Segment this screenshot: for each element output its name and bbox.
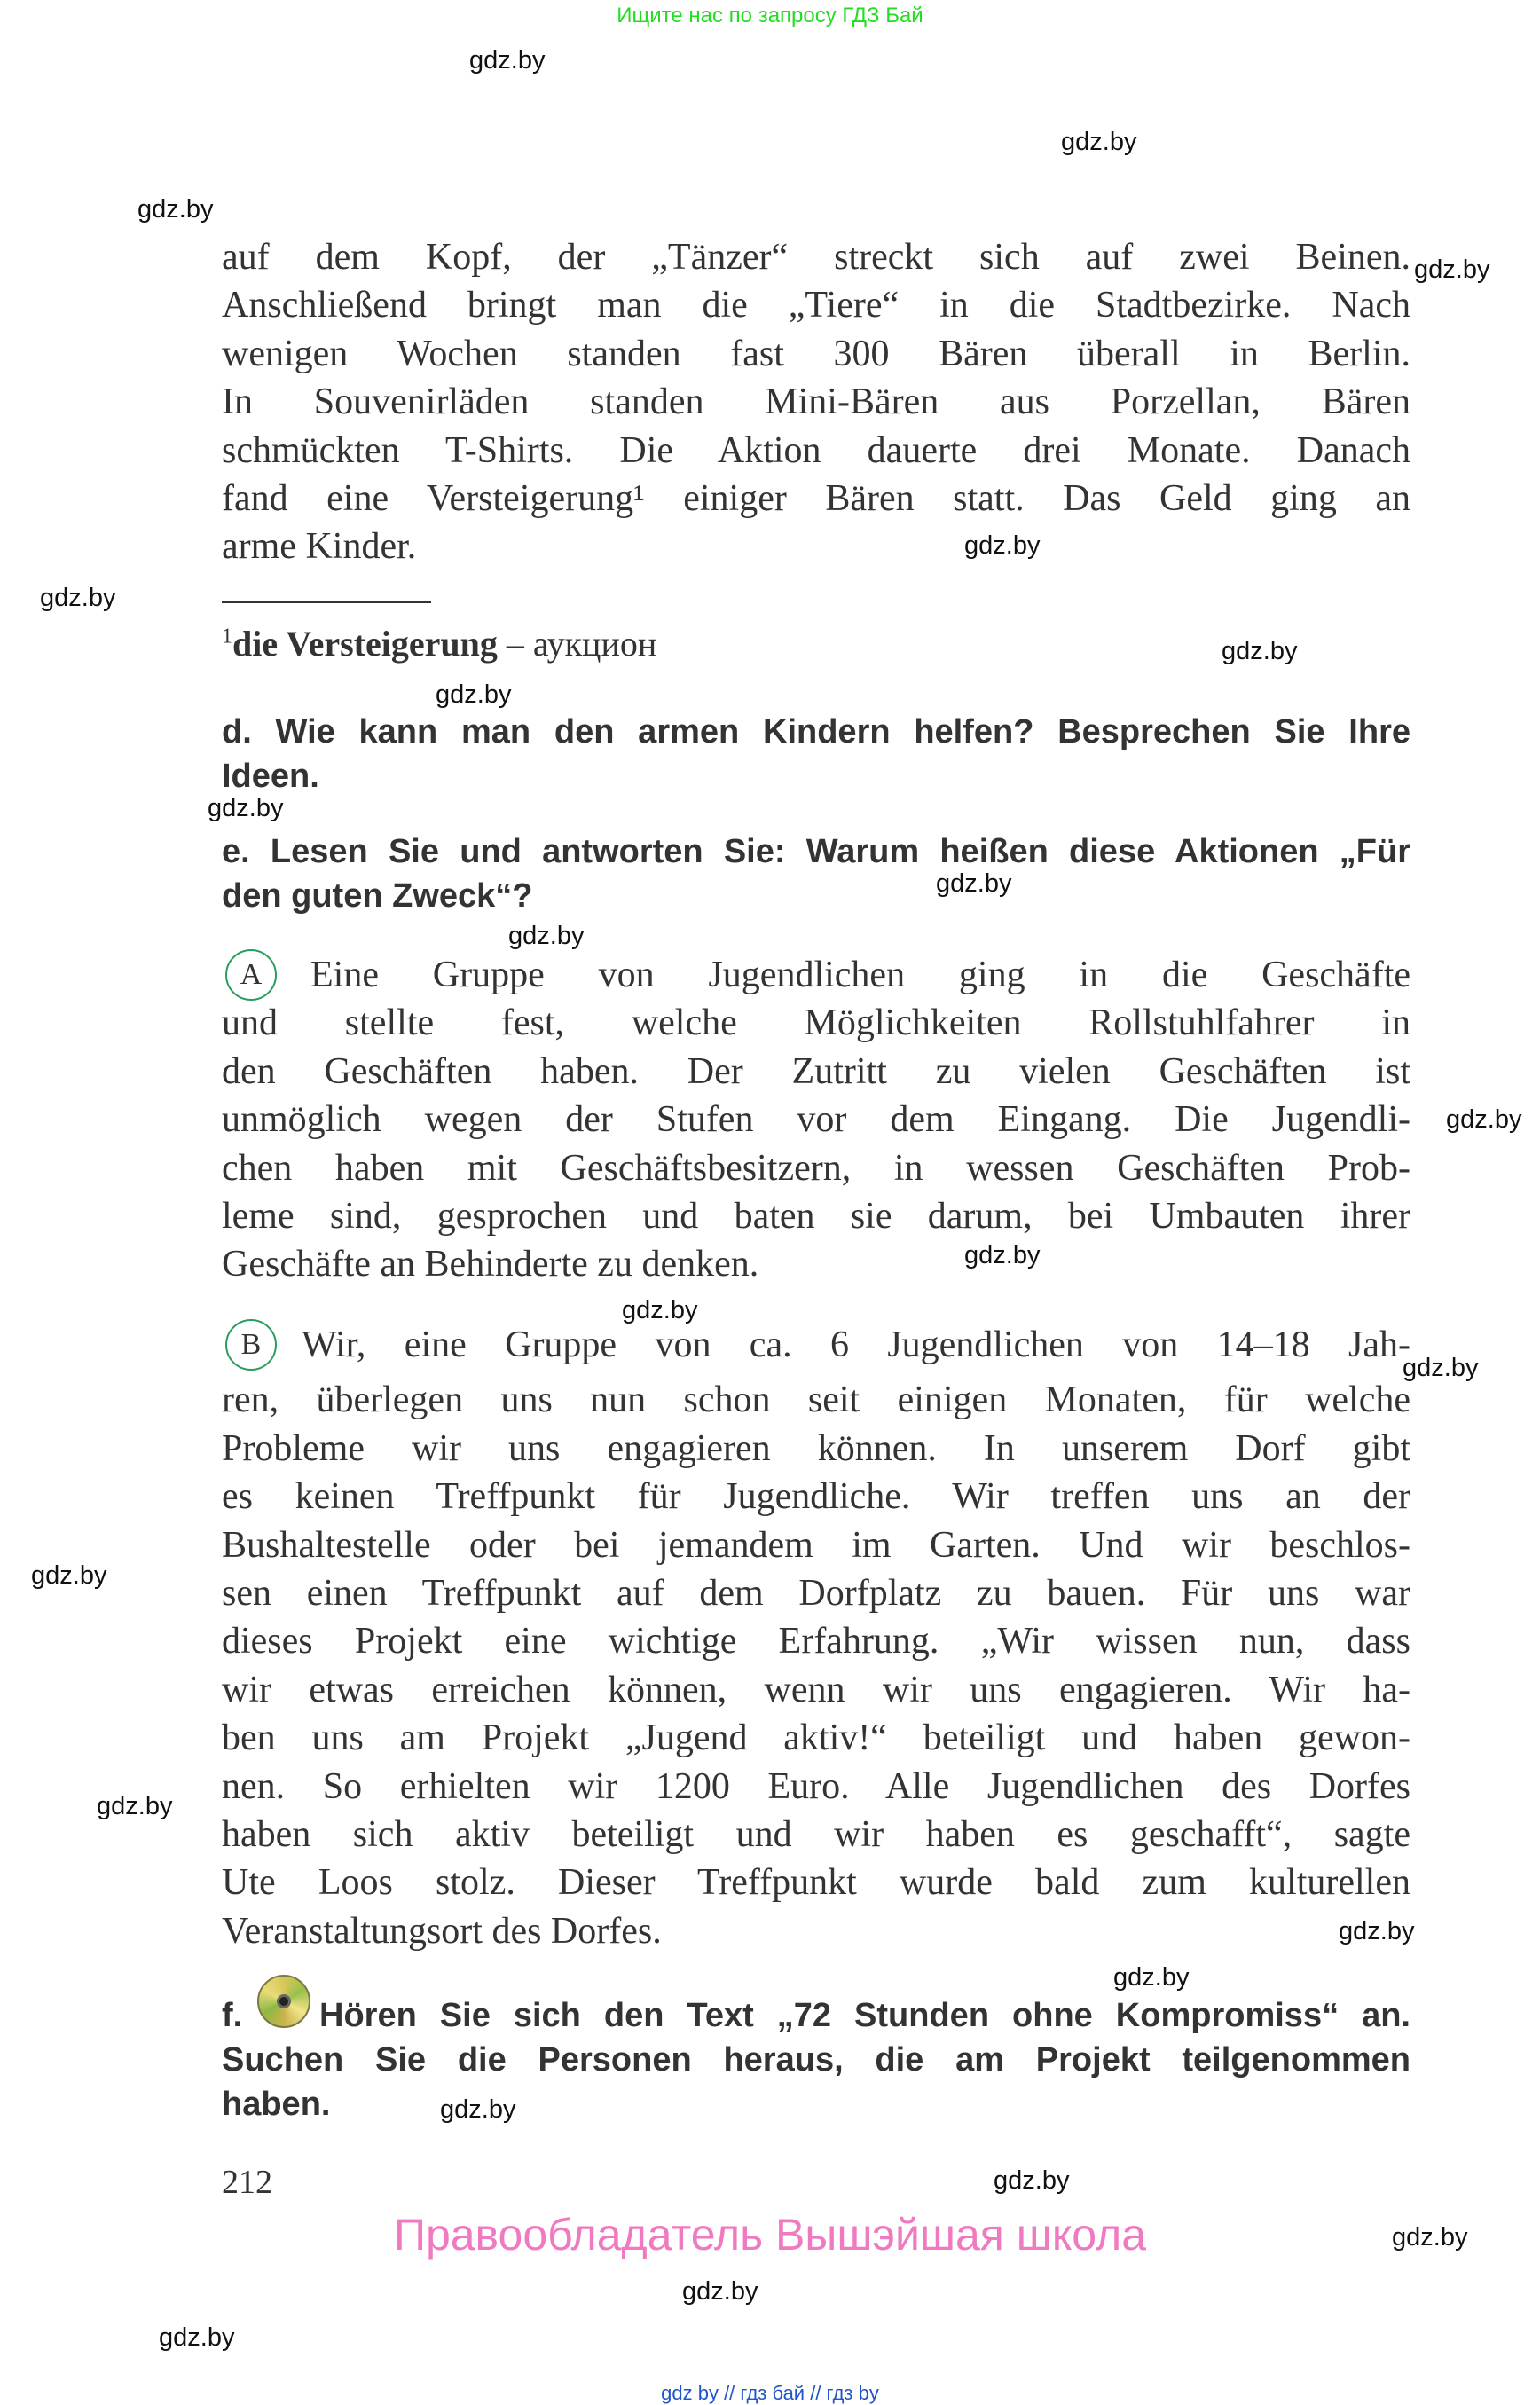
- watermark: gdz.by: [936, 869, 1012, 898]
- footnote-translation: – аукцион: [497, 624, 657, 664]
- watermark: gdz.by: [159, 2323, 235, 2352]
- copyright-notice: Правообладатель Вышэйшая школа: [394, 2210, 1146, 2260]
- watermark: gdz.by: [436, 680, 512, 709]
- watermark: gdz.by: [40, 584, 116, 612]
- watermark: gdz.by: [97, 1792, 173, 1820]
- text-line: Hören Sie sich den Text „72 Stunden ohne Kompromiss“ an.: [319, 1997, 1410, 2034]
- text-line: Ute Loos stolz. Dieser Treffpunkt wurde bald zum kulturellen: [222, 1862, 1410, 1904]
- footnote-divider: [222, 601, 431, 603]
- watermark: gdz.by: [1392, 2223, 1468, 2252]
- text-a-badge: A: [225, 949, 277, 1001]
- text-line: auf dem Kopf, der „Tänzer“ streckt sich auf zwei Beinen.: [222, 237, 1410, 278]
- text-line: es keinen Treffpunkt für Jugendliche. Wir treffen uns an der: [222, 1476, 1410, 1518]
- text-line: Geschäfte an Behinderte zu denken.: [222, 1244, 759, 1285]
- footnote-marker: 1: [222, 625, 232, 648]
- footnote-term: die Versteigerung: [232, 624, 498, 664]
- text-line: dieses Projekt eine wichtige Erfahrung. „Wir wissen nun, dass: [222, 1621, 1410, 1662]
- watermark: gdz.by: [31, 1561, 107, 1590]
- text-line: Suchen Sie die Personen heraus, die am Projekt teilgenommen: [222, 2041, 1410, 2079]
- text-line: schmückten T-Shirts. Die Aktion dauerte drei Monate. Danach: [222, 429, 1410, 471]
- watermark: gdz.by: [508, 922, 585, 950]
- text-line: arme Kinder.: [222, 526, 417, 568]
- text-line: Eine Gruppe von Jugendlichen ging in die Geschäfte: [310, 955, 1410, 995]
- text-line: Anschließend bringt man die „Tiere“ in die Stadtbezirke. Nach: [222, 285, 1410, 326]
- watermark: gdz.by: [208, 794, 284, 822]
- text-b-paragraph: [222, 1321, 1410, 1955]
- task-e-heading: [222, 829, 1410, 918]
- text-line: Ideen.: [222, 758, 319, 795]
- text-line: In Souvenirläden standen Mini-Bären aus Porzellan, Bären: [222, 381, 1410, 423]
- watermark: gdz.by: [1113, 1963, 1190, 1992]
- text-line: chen haben mit Geschäftsbesitzern, in wessen Geschäften Prob-: [222, 1147, 1410, 1189]
- watermark: gdz.by: [1339, 1917, 1415, 1945]
- watermark: gdz.by: [469, 46, 546, 75]
- text-a-paragraph: [222, 951, 1410, 1289]
- footer-links[interactable]: gdz by // гдз бай // гдз by: [661, 2382, 879, 2404]
- text-line: und stellte fest, welche Möglichkeiten Rollstuhlfahrer in: [222, 1002, 1410, 1044]
- task-d-heading: [222, 710, 1410, 798]
- watermark: gdz.by: [1061, 128, 1137, 156]
- text-line: wenigen Wochen standen fast 300 Bären überall in Berlin.: [222, 333, 1410, 374]
- text-line: sen einen Treffpunkt auf dem Dorfplatz zu bauen. Für uns war: [222, 1572, 1410, 1614]
- text-line: Bushaltestelle oder bei jemandem im Garten. Und wir beschlos-: [222, 1524, 1410, 1566]
- text-line: wir etwas erreichen können, wenn wir uns engagieren. Wir ha-: [222, 1669, 1410, 1710]
- watermark: gdz.by: [964, 1241, 1041, 1269]
- header-note[interactable]: Ищите нас по запросу ГДЗ Бай: [617, 4, 923, 28]
- watermark: gdz.by: [440, 2095, 516, 2124]
- text-line: haben sich aktiv beteiligt und wir haben es geschafft“, sagte: [222, 1813, 1410, 1855]
- text-line: haben.: [222, 2086, 331, 2123]
- text-line: leme sind, gesprochen und baten sie darum, bei Umbauten ihrer: [222, 1195, 1410, 1237]
- watermark: gdz.by: [682, 2277, 758, 2306]
- watermark: gdz.by: [1222, 637, 1298, 665]
- watermark: gdz.by: [138, 195, 214, 224]
- text-line: ren, überlegen uns nun schon seit einigen Monaten, für welche: [222, 1379, 1410, 1421]
- text-b-badge: B: [225, 1319, 277, 1371]
- text-line: unmöglich wegen der Stufen vor dem Eingang. Die Jugendli-: [222, 1099, 1410, 1141]
- text-line: Probleme wir uns engagieren können. In unserem Dorf gibt: [222, 1427, 1410, 1469]
- text-line: fand eine Versteigerung¹ einiger Bären statt. Das Geld ging an: [222, 477, 1410, 519]
- text-line: den Geschäften haben. Der Zutritt zu vielen Geschäften ist: [222, 1050, 1410, 1092]
- watermark: gdz.by: [994, 2166, 1070, 2195]
- text-line: nen. So erhielten wir 1200 Euro. Alle Jugendlichen des Dorfes: [222, 1765, 1410, 1807]
- text-line: e. Lesen Sie und antworten Sie: Warum heißen diese Aktionen „Für: [222, 833, 1410, 870]
- cd-audio-icon[interactable]: [257, 1975, 310, 2028]
- intro-paragraph: [222, 233, 1410, 571]
- text-line: ben uns am Projekt „Jugend aktiv!“ beteiligt und haben gewon-: [222, 1717, 1410, 1759]
- watermark: gdz.by: [622, 1296, 698, 1324]
- footnote: [222, 623, 656, 664]
- watermark: gdz.by: [1402, 1354, 1479, 1382]
- text-line: Wir, eine Gruppe von ca. 6 Jugendlichen von 14–18 Jah-: [302, 1324, 1410, 1365]
- text-line: den guten Zweck“?: [222, 877, 533, 915]
- watermark: gdz.by: [964, 531, 1041, 560]
- text-line: d. Wie kann man den armen Kindern helfen? Besprechen Sie Ihre: [222, 713, 1410, 751]
- page-number: 212: [222, 2164, 272, 2201]
- text-line: Veranstaltungsort des Dorfes.: [222, 1910, 662, 1952]
- watermark: gdz.by: [1414, 255, 1490, 284]
- watermark: gdz.by: [1446, 1105, 1522, 1134]
- task-f-label: f.: [222, 1997, 243, 2034]
- task-f-heading: [222, 1993, 1410, 2126]
